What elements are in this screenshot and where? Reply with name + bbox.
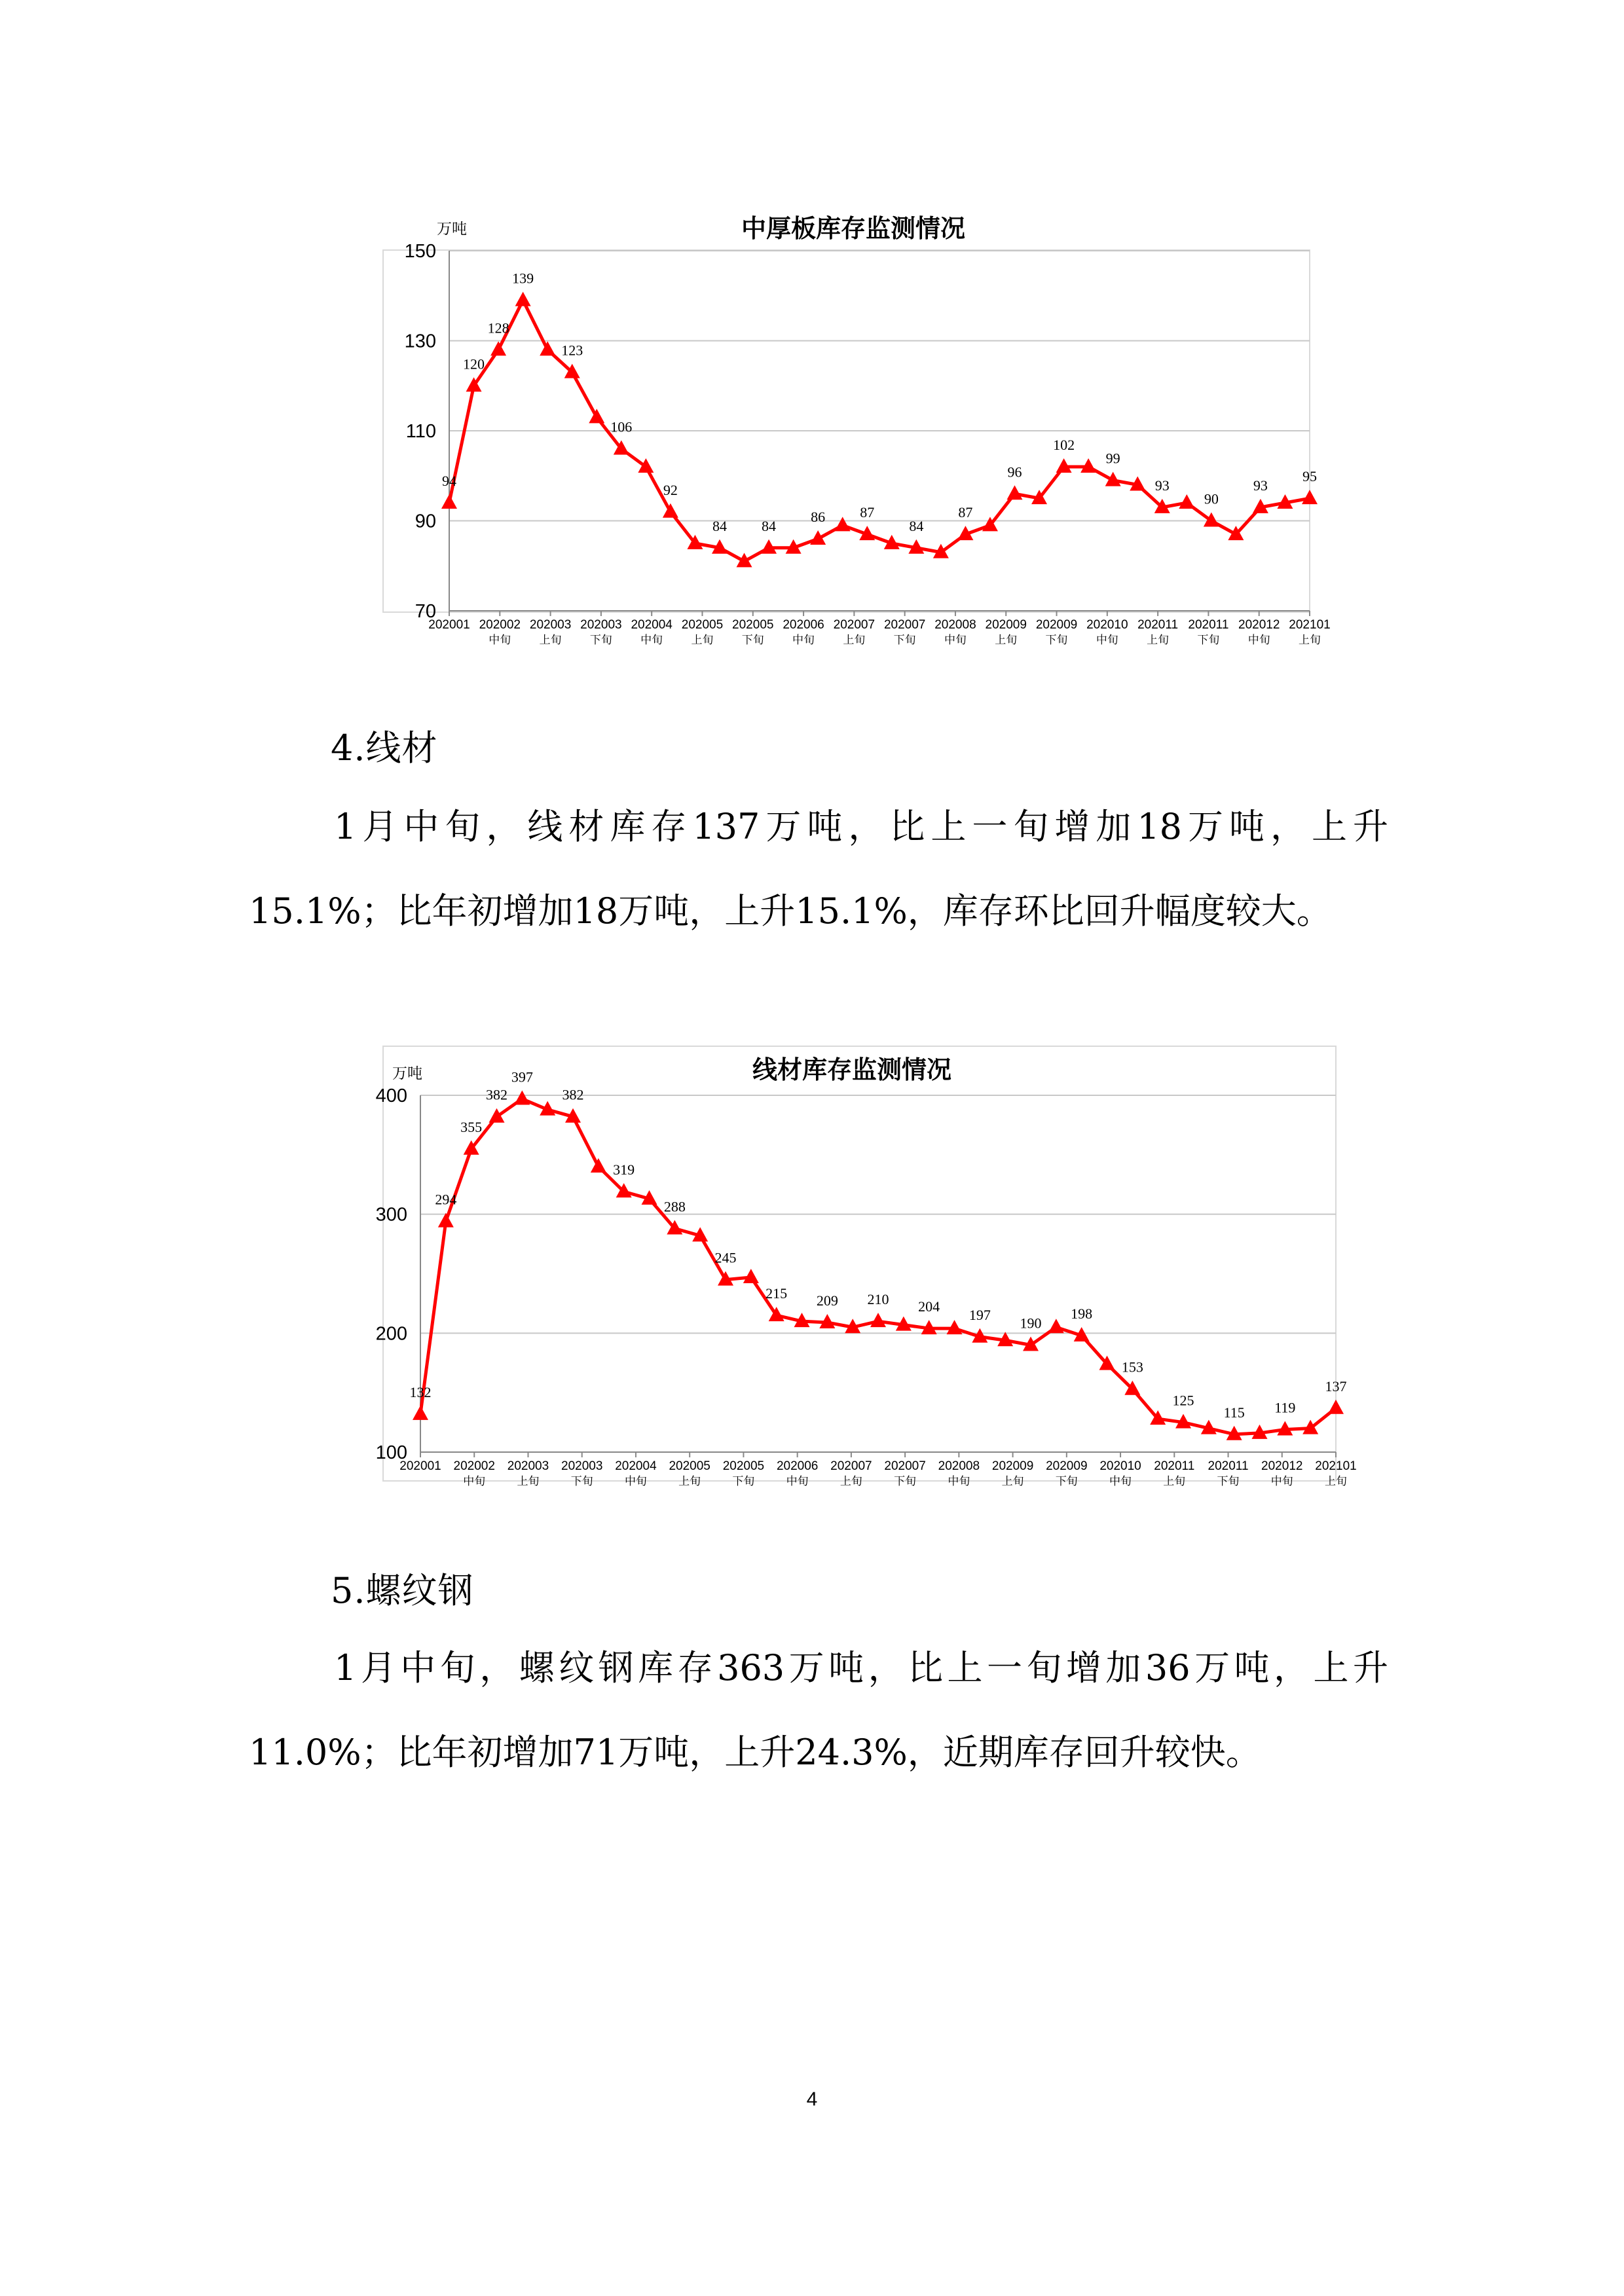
x-tick-sublabel: 中旬 (624, 1475, 647, 1488)
data-label: 153 (1121, 1358, 1143, 1376)
y-tick-label: 130 (404, 331, 436, 352)
data-label: 92 (663, 481, 678, 498)
x-tick-label: 202007 (884, 1459, 926, 1473)
data-label: 137 (1325, 1377, 1347, 1394)
x-tick-sublabel: 中旬 (640, 634, 663, 647)
y-tick-label: 90 (415, 511, 436, 532)
x-tick-label: 202005 (732, 618, 774, 632)
x-tick-label: 202007 (830, 1459, 872, 1473)
y-tick-label: 200 (375, 1323, 407, 1345)
data-label: 84 (712, 517, 727, 534)
x-tick-label: 202011 (1208, 1459, 1249, 1473)
x-tick-sublabel: 上旬 (843, 634, 866, 647)
x-tick-label: 202009 (1046, 1459, 1088, 1473)
x-tick-label: 202011 (1154, 1459, 1195, 1473)
data-label: 102 (1053, 437, 1075, 453)
chart-title: 线材库存监测情况 (752, 1055, 952, 1084)
data-label: 209 (816, 1292, 838, 1309)
data-label: 95 (1302, 468, 1317, 485)
x-tick-label: 202008 (934, 618, 976, 632)
x-tick-label: 202101 (1289, 618, 1331, 632)
data-label: 90 (1204, 490, 1219, 507)
x-tick-sublabel: 上旬 (1147, 634, 1170, 647)
y-unit-label: 万吨 (437, 221, 467, 238)
x-tick-sublabel: 下旬 (1045, 634, 1068, 647)
data-label: 93 (1253, 477, 1268, 494)
x-tick-sublabel: 中旬 (1247, 634, 1270, 647)
data-label: 123 (561, 342, 583, 359)
x-tick-sublabel: 下旬 (1197, 634, 1220, 647)
data-label: 120 (463, 355, 485, 373)
section-paragraph-wire: 1月中旬，线材库存137万吨，比上一旬增加18万吨，上升15.1%；比年初增加18万吨，上升15.1%，库存环比回升幅度较大。 (249, 806, 1388, 932)
x-tick-sublabel: 上旬 (691, 634, 714, 647)
y-tick-label: 100 (375, 1442, 407, 1463)
x-tick-label: 202101 (1315, 1459, 1357, 1473)
data-label: 215 (766, 1285, 788, 1302)
chart-title: 中厚板库存监测情况 (741, 214, 966, 243)
data-point (591, 1158, 606, 1173)
section-paragraph-rebar: 1月中旬，螺纹钢库存363万吨，比上一旬增加36万吨，上升11.0%；比年初增加71万吨，上升24.3%，近期库存回升较快。 (249, 1647, 1388, 1773)
data-label: 294 (435, 1191, 457, 1208)
data-label: 197 (969, 1306, 991, 1323)
data-label: 204 (918, 1298, 940, 1315)
x-tick-label: 202003 (580, 618, 622, 632)
x-tick-label: 202009 (1035, 618, 1078, 632)
x-tick-label: 202003 (561, 1459, 603, 1473)
data-label: 84 (762, 517, 777, 534)
x-tick-sublabel: 上旬 (1001, 1475, 1024, 1488)
x-tick-label: 202002 (479, 618, 521, 632)
data-label: 382 (562, 1086, 584, 1103)
data-label: 87 (860, 504, 875, 521)
data-point (870, 1313, 886, 1327)
data-label: 245 (714, 1249, 737, 1266)
data-label: 288 (663, 1198, 686, 1215)
x-tick-sublabel: 下旬 (570, 1475, 593, 1488)
x-tick-sublabel: 下旬 (1217, 1475, 1240, 1488)
x-tick-sublabel: 中旬 (1096, 634, 1118, 647)
data-point (413, 1406, 428, 1420)
x-tick-sublabel: 上旬 (840, 1475, 862, 1488)
data-label: 355 (460, 1118, 483, 1135)
y-tick-label: 70 (415, 601, 436, 622)
data-label: 319 (613, 1161, 635, 1178)
data-label: 99 (1105, 450, 1120, 467)
x-tick-sublabel: 中旬 (489, 634, 511, 647)
data-label: 87 (958, 504, 973, 521)
y-tick-label: 150 (404, 241, 436, 262)
x-tick-label: 202010 (1099, 1459, 1141, 1473)
x-tick-label: 202005 (669, 1459, 710, 1473)
x-tick-sublabel: 中旬 (463, 1475, 486, 1488)
data-label: 397 (511, 1068, 533, 1085)
data-label: 86 (811, 509, 826, 525)
data-point (514, 1090, 530, 1104)
x-tick-label: 202003 (529, 618, 572, 632)
x-tick-label: 202006 (776, 1459, 819, 1473)
data-point (489, 1108, 505, 1123)
x-tick-sublabel: 中旬 (1270, 1475, 1293, 1488)
x-tick-sublabel: 中旬 (786, 1475, 809, 1488)
x-tick-sublabel: 上旬 (995, 634, 1018, 647)
data-label: 93 (1154, 477, 1170, 494)
x-tick-label: 202012 (1261, 1459, 1303, 1473)
data-point (1048, 1319, 1064, 1333)
section-heading-wire: 4.线材 (331, 727, 438, 769)
data-label: 106 (610, 418, 633, 435)
x-tick-label: 202001 (428, 618, 470, 632)
data-label: 125 (1172, 1392, 1194, 1409)
data-label: 119 (1274, 1399, 1296, 1416)
y-tick-label: 110 (405, 421, 436, 442)
x-tick-sublabel: 下旬 (1055, 1475, 1078, 1488)
x-tick-label: 202002 (453, 1459, 495, 1473)
x-tick-label: 202004 (615, 1459, 657, 1473)
x-tick-sublabel: 上旬 (1325, 1475, 1347, 1488)
x-tick-label: 202008 (938, 1459, 980, 1473)
data-label: 382 (486, 1086, 507, 1103)
data-label: 210 (867, 1291, 889, 1308)
y-tick-label: 300 (375, 1204, 407, 1226)
x-tick-label: 202009 (991, 1459, 1034, 1473)
data-label: 115 (1223, 1404, 1245, 1421)
data-label: 139 (512, 270, 534, 287)
page-number: 4 (806, 2088, 818, 2110)
x-tick-sublabel: 上旬 (539, 634, 562, 647)
x-tick-label: 202007 (833, 618, 876, 632)
x-tick-label: 202006 (783, 618, 824, 632)
data-point (743, 1269, 759, 1283)
chart-frame (383, 1046, 1336, 1481)
series-line (420, 1099, 1336, 1434)
x-tick-sublabel: 下旬 (894, 1475, 917, 1488)
x-tick-label: 202003 (507, 1459, 549, 1473)
data-label: 198 (1071, 1305, 1093, 1322)
x-tick-sublabel: 中旬 (944, 634, 967, 647)
x-tick-label: 202011 (1188, 618, 1229, 632)
x-tick-sublabel: 下旬 (732, 1475, 755, 1488)
data-label: 96 (1007, 464, 1022, 481)
x-tick-sublabel: 中旬 (948, 1475, 970, 1488)
x-tick-sublabel: 下旬 (893, 634, 916, 647)
x-tick-label: 202005 (681, 618, 724, 632)
x-tick-sublabel: 中旬 (1109, 1475, 1132, 1488)
y-unit-label: 万吨 (392, 1065, 422, 1082)
x-tick-sublabel: 上旬 (517, 1475, 540, 1488)
x-tick-label: 202007 (883, 618, 926, 632)
x-tick-label: 202012 (1238, 618, 1280, 632)
x-tick-sublabel: 上旬 (1163, 1475, 1186, 1488)
x-tick-sublabel: 下旬 (589, 634, 612, 647)
x-tick-sublabel: 下旬 (741, 634, 764, 647)
data-label: 94 (442, 473, 456, 489)
section-heading-rebar: 5.螺纹钢 (331, 1570, 474, 1611)
x-tick-label: 202004 (631, 618, 673, 632)
x-tick-sublabel: 上旬 (678, 1475, 701, 1488)
y-tick-label: 400 (375, 1085, 407, 1106)
x-tick-label: 202011 (1137, 618, 1179, 632)
data-label: 132 (409, 1383, 432, 1400)
x-tick-sublabel: 中旬 (792, 634, 815, 647)
x-tick-sublabel: 上旬 (1299, 634, 1321, 647)
x-tick-label: 202010 (1086, 618, 1128, 632)
data-point (438, 1213, 454, 1228)
x-tick-label: 202009 (985, 618, 1027, 632)
x-tick-label: 202001 (399, 1459, 441, 1473)
data-label: 128 (487, 319, 509, 337)
x-tick-label: 202005 (722, 1459, 765, 1473)
data-label: 84 (909, 517, 924, 534)
data-point (1328, 1400, 1344, 1414)
data-label: 190 (1020, 1315, 1042, 1332)
